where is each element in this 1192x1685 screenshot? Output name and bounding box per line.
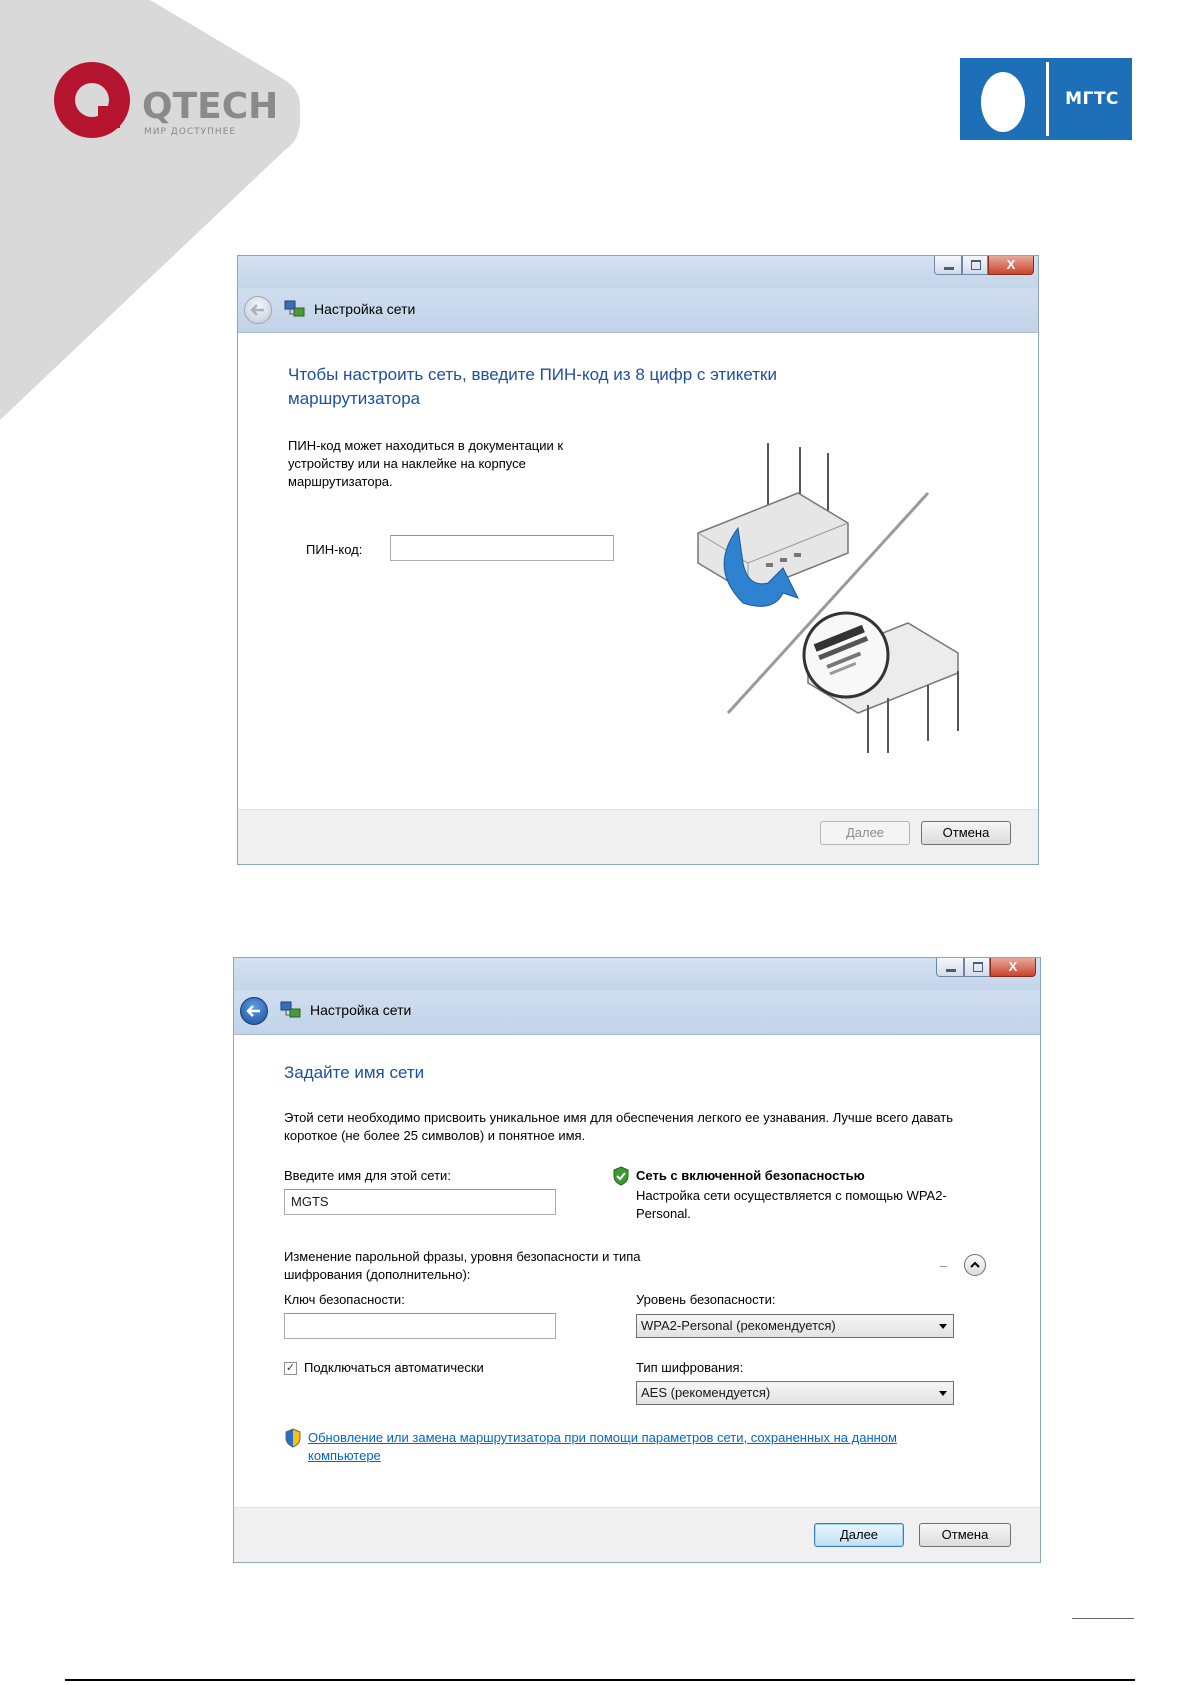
window-controls — [936, 958, 1036, 978]
minimize-button[interactable] — [934, 256, 962, 275]
qtech-wordmark: QTECH — [142, 86, 279, 127]
collapse-button[interactable] — [964, 1254, 986, 1276]
nav-bar — [234, 990, 1040, 1034]
security-level-label: Уровень безопасности: — [636, 1292, 776, 1307]
security-key-input[interactable] — [284, 1313, 556, 1339]
chevron-up-icon — [965, 1255, 985, 1275]
security-status-text: Настройка сети осуществляется с помощью WPA2-Personal. — [636, 1188, 947, 1221]
close-button[interactable]: X — [988, 256, 1034, 275]
cancel-button[interactable]: Отмена — [921, 821, 1011, 845]
advanced-options-text: Изменение парольной фразы, уровня безопасности и типа шифрования (дополнительно): — [284, 1249, 641, 1282]
page-bottom-rule — [65, 1679, 1135, 1681]
nav-bar — [238, 288, 1038, 332]
next-button[interactable]: Далее — [814, 1523, 904, 1547]
encryption-label: Тип шифрования: — [636, 1360, 744, 1375]
title-bar — [238, 256, 1038, 288]
network-icon — [284, 299, 306, 319]
footer-bar — [234, 1507, 1040, 1562]
network-name-label: Введите имя для этой сети: — [284, 1168, 451, 1183]
minimize-button[interactable] — [936, 958, 964, 977]
close-button[interactable]: X — [990, 958, 1036, 977]
pin-input[interactable] — [390, 535, 614, 561]
pin-label: ПИН-код: — [306, 542, 363, 557]
back-arrow-icon — [249, 301, 267, 319]
qtech-logo — [50, 58, 310, 148]
encryption-value: AES (рекомендуется) — [641, 1385, 771, 1400]
router-settings-link[interactable]: Обновление или замена маршрутизатора при помощи параметров сети, сохраненных на данном компьютере — [308, 1430, 897, 1463]
dropdown-arrow-icon — [939, 1391, 947, 1396]
security-key-label: Ключ безопасности: — [284, 1292, 405, 1307]
security-shield-icon — [612, 1166, 630, 1186]
mgts-wordmark: МГТС — [1065, 89, 1119, 109]
security-level-select[interactable] — [636, 1314, 954, 1338]
maximize-button[interactable] — [964, 958, 990, 977]
security-level-value: WPA2-Personal (рекомендуется) — [641, 1318, 836, 1333]
window-title: Настройка сети — [310, 1002, 412, 1018]
wizard-window-network-name — [233, 957, 1041, 1563]
network-name-input[interactable]: MGTS — [284, 1189, 556, 1215]
dropdown-arrow-icon — [939, 1324, 947, 1329]
back-button[interactable] — [244, 296, 272, 324]
qtech-tagline: МИР ДОСТУПНЕЕ — [144, 127, 237, 137]
cancel-button[interactable]: Отмена — [919, 1523, 1011, 1547]
router-pin-illustration — [688, 423, 998, 753]
title-bar — [234, 958, 1040, 990]
auto-connect-checkbox[interactable]: ✓ — [285, 1362, 296, 1374]
window-controls — [934, 256, 1034, 276]
auto-connect-label: Подключаться автоматически — [304, 1360, 484, 1375]
mgts-divider — [1046, 62, 1049, 136]
page-heading: Чтобы настроить сеть, введите ПИН-код из 8 цифр с этикетки маршрутизатора — [288, 365, 777, 408]
back-button[interactable] — [240, 997, 268, 1025]
footer-bar — [238, 809, 1038, 864]
page-description: Этой сети необходимо присвоить уникальное имя для обеспечения легкого ее узнавания. Лучше всего давать короткое (не более 25 символов) и понятное имя. — [284, 1110, 954, 1143]
next-button[interactable]: Далее — [820, 821, 910, 845]
uac-shield-icon — [284, 1428, 302, 1448]
network-icon — [280, 1000, 302, 1020]
security-status-title: Сеть с включенной безопасностью — [636, 1168, 865, 1183]
collapse-dash: – — [940, 1258, 948, 1273]
wizard-window-pin — [237, 255, 1039, 865]
window-title: Настройка сети — [314, 301, 416, 317]
page-heading: Задайте имя сети — [284, 1063, 425, 1082]
encryption-select[interactable] — [636, 1381, 954, 1405]
maximize-button[interactable] — [962, 256, 988, 275]
back-arrow-icon — [245, 1002, 263, 1020]
mgts-egg-icon — [960, 58, 1046, 140]
content-area — [238, 332, 1038, 810]
pin-description: ПИН-код может находиться в документации к устройству или на наклейке на корпусе маршрутизатора. — [288, 438, 564, 489]
content-area — [234, 1034, 1040, 1509]
mgts-logo — [960, 58, 1132, 140]
page-number-rule — [1072, 1618, 1134, 1619]
